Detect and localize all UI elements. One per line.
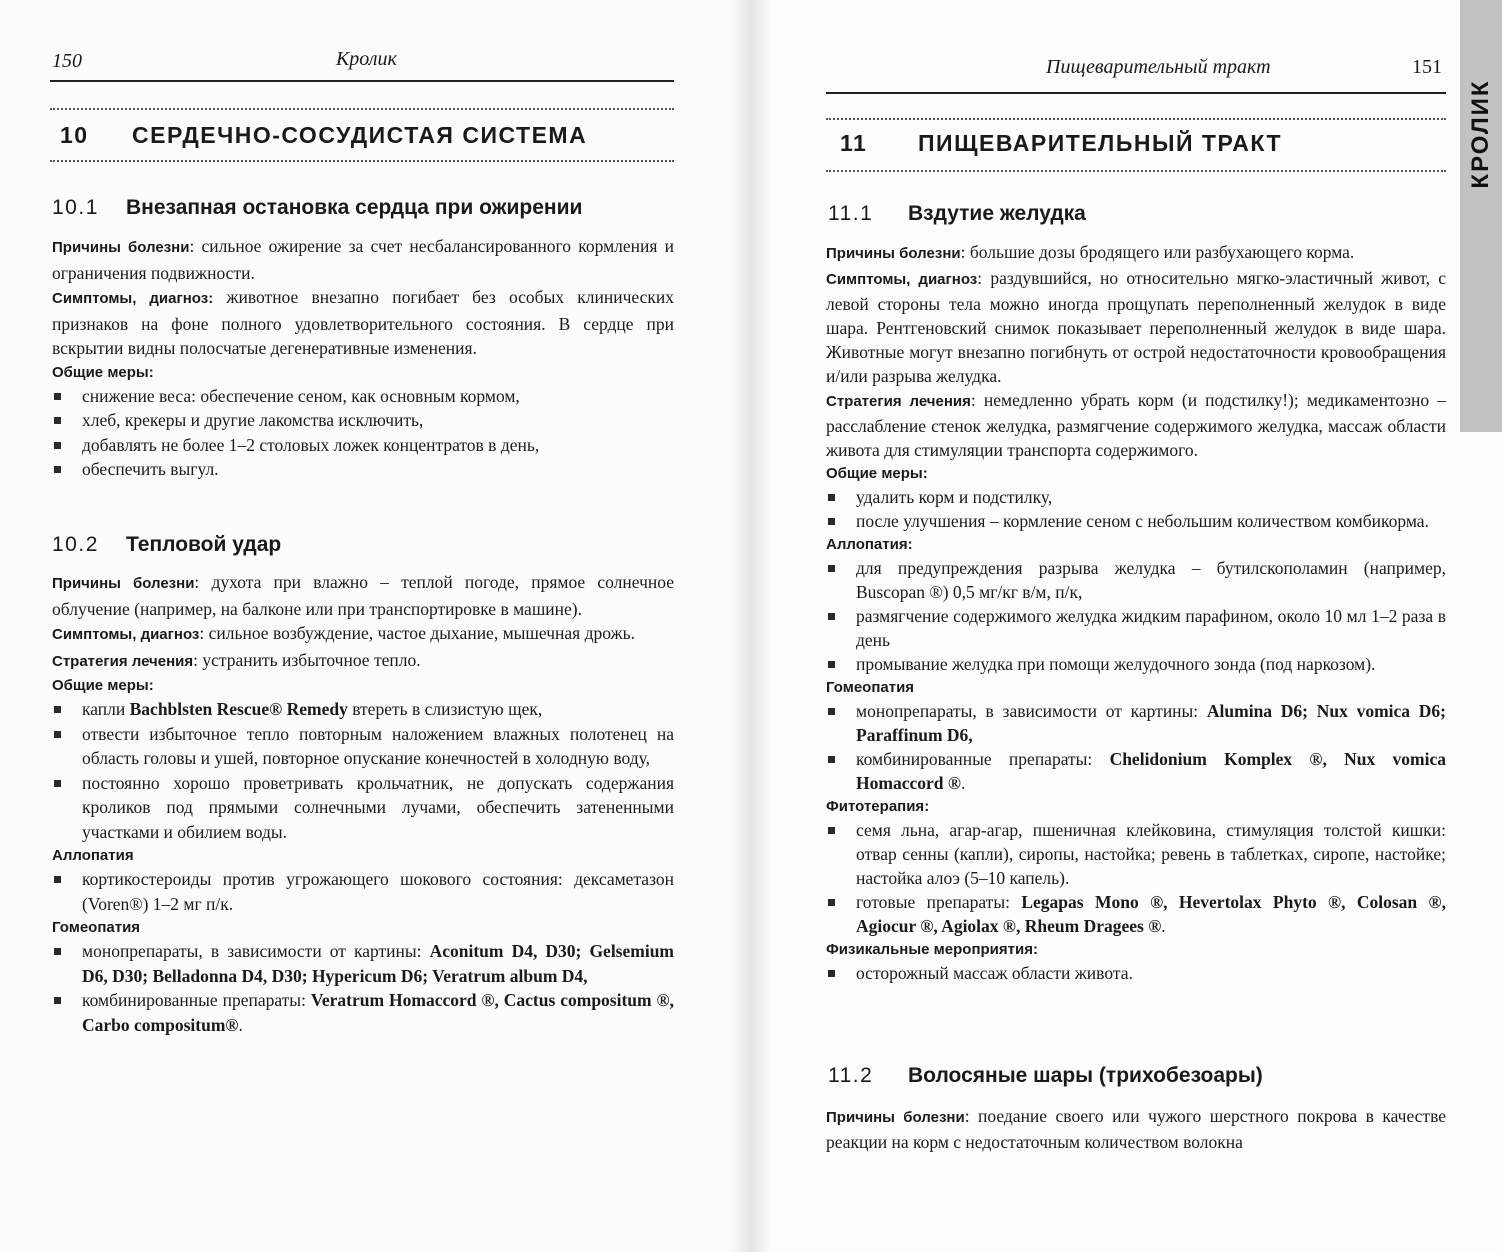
list-item: снижение веса: обеспечение сеном, как основным кормом, [52,384,674,409]
section-number: 11.2 [828,1064,874,1087]
strategy-paragraph: Стратегия лечения: немедленно убрать корм (и подстилку!); медикаментозно – расслабление стенок желудка, размягчение содержимого желудка, массаж области живота для стимуляции транспорта содержимого. [826,390,1446,460]
left-page-number: 150 [52,50,82,72]
phytotherapy-list [826,818,1446,938]
general-measures-label: Общие меры: [52,677,154,694]
section-10-2-body [52,570,674,1037]
list-item: после улучшения – кормление сеном с небольшим количеством комбикорма. [826,509,1446,533]
general-measures-list [52,384,674,482]
chapter-10-heading [60,122,587,149]
left-chapter-rule-bottom [50,160,674,162]
list-item: обеспечить выгул. [52,457,674,482]
list-item: комбинированные препараты: Veratrum Homaccord ®, Cactus compositum ®, Carbo compositum®. [52,988,674,1037]
right-chapter-rule-bottom [826,170,1446,172]
causes-paragraph: Причины болезни: сильное ожирение за счет несбалансированного кормления и ограничения подвижности. [52,236,674,283]
causes-paragraph: Причины болезни: духота при влажно – теплой погоде, прямое солнечное облучение (например, на балконе или при транспортировке в машине). [52,572,674,619]
list-item: хлеб, крекеры и другие лакомства исключить, [52,408,674,433]
right-chapter-rule-top [826,118,1446,120]
section-11-1-heading [828,202,1086,226]
section-number: 10.1 [52,196,99,219]
list-item: осторожный массаж области живота. [826,961,1446,985]
homeopathy-list [52,939,674,1037]
allopathy-list [826,556,1446,676]
left-running-title: Кролик [336,48,397,70]
list-item: семя льна, агар-агар, пшеничная клейковина, стимуляция толстой кишки: отвар сенны (капли), сиропы, настойка; ревень в таблетках, сиропе, настойке; настойка алоэ (5–10 капель). [826,818,1446,890]
general-measures-label: Общие меры: [52,363,154,381]
section-title: Волосяные шары (трихобезоары) [908,1064,1263,1087]
physical-measures-list [826,961,1446,985]
list-item: капли Bachblsten Rescue® Remedy втереть в слизистую щек, [52,697,674,722]
general-measures-list [52,697,674,844]
right-page-number: 151 [1412,56,1442,78]
symptoms-paragraph: Симптомы, диагноз: сильное возбуждение, частое дыхание, мышечная дрожь. [52,623,635,643]
section-title: Тепловой удар [126,533,282,556]
symptoms-paragraph: Симптомы, диагноз: животное внезапно погибает без особых клинических признаков на фоне полного удовлетворительного состояния. В сердце при вскрытии видны полосчатые дегенеративные изменения. [52,287,674,358]
right-header-rule [826,92,1446,94]
chapter-number: 10 [60,122,89,148]
list-item: для предупреждения разрыва желудка – бутилскополамин (например, Buscopan ®) 0,5 мг/кг в/м, п/к, [826,556,1446,604]
homeopathy-label: Гомеопатия [826,679,915,696]
section-number: 11.1 [828,202,874,225]
section-11-2-body [826,1104,1446,1154]
section-10-1-heading [52,196,582,220]
list-item: удалить корм и подстилку, [826,485,1446,509]
physical-measures-label: Физикальные мероприятия: [826,941,1038,958]
thumb-index-label: КРОЛИК [1467,79,1494,189]
list-item: промывание желудка при помощи желудочного зонда (под наркозом). [826,652,1446,676]
section-10-2-heading [52,533,281,557]
list-item: кортикостероиды против угрожающего шокового состояния: дексаметазон (Voren®) 1–2 мг п/к. [52,867,674,916]
section-10-1-body [52,234,674,482]
chapter-number: 11 [840,130,868,156]
symptoms-paragraph: Симптомы, диагноз: раздувшийся, но относительно мягко-эластичный живот, с левой стороны тела можно иногда прощупать переполненный желудок в виде шара. Рентгеновский снимок показывает переполненный желудок в виде шара. Животные могут внезапно погибнуть от острой недостаточности кровообращения и/или разрыва желудка. [826,268,1446,386]
right-running-title: Пищеварительный тракт [1046,56,1271,78]
list-item: монопрепараты, в зависимости от картины: Alumina D6; Nux vomica D6; Paraffinum D6, [826,699,1446,747]
allopathy-label: Аллопатия [52,847,134,864]
list-item: монопрепараты, в зависимости от картины: Aconitum D4, D30; Gelsemium D6, D30; Belladonna D4, D30; Hypericum D6; Veratrum album D4, [52,939,674,988]
section-title: Внезапная остановка сердца при ожирении [126,196,583,219]
list-item: размягчение содержимого желудка жидким парафином, около 10 мл 1–2 раза в день [826,604,1446,652]
chapter-11-heading [840,130,1282,157]
thumb-index-tab [1460,0,1502,432]
list-item: готовые препараты: Legapas Mono ®, Hevertolax Phyto ®, Colosan ®, Agiocur ®, Agiolax ®, Rheum Dragees ®. [826,890,1446,938]
allopathy-list [52,867,674,916]
homeopathy-list [826,699,1446,795]
list-item: отвести избыточное тепло повторным наложением влажных полотенец на область головы и ушей, повторное опускание конечностей в холодную воду, [52,722,674,771]
causes-paragraph: Причины болезни: поедание своего или чужого шерстного покрова в качестве реакции на корм с недостаточным количеством волокна [826,1106,1446,1152]
left-chapter-rule-top [50,108,674,110]
phytotherapy-label: Фитотерапия: [826,798,930,815]
list-item: добавлять не более 1–2 столовых ложек концентратов в день, [52,433,674,458]
chapter-title: СЕРДЕЧНО-СОСУДИСТАЯ СИСТЕМА [132,122,588,148]
strategy-paragraph: Стратегия лечения: устранить избыточное тепло. [52,649,421,670]
general-measures-label: Общие меры: [826,465,928,482]
section-number: 10.2 [52,533,99,556]
general-measures-list [826,485,1446,533]
section-title: Вздутие желудка [908,202,1086,225]
book-gutter [730,0,770,1252]
list-item: комбинированные препараты: Chelidonium Komplex ®, Nux vomica Homaccord ®. [826,747,1446,795]
causes-paragraph: Причины болезни: большие дозы бродящего или разбухающего корма. [826,242,1355,262]
section-11-1-body [826,240,1446,985]
section-11-2-heading [828,1064,1263,1088]
allopathy-label: Аллопатия: [826,536,913,553]
chapter-title: ПИЩЕВАРИТЕЛЬНЫЙ ТРАКТ [918,130,1283,156]
left-header-rule [50,80,674,82]
list-item: постоянно хорошо проветривать крольчатник, не допускать содержания кроликов под прямыми солнечными лучами, обеспечить затененными участками и обилием воды. [52,771,674,845]
homeopathy-label: Гомеопатия [52,919,141,936]
